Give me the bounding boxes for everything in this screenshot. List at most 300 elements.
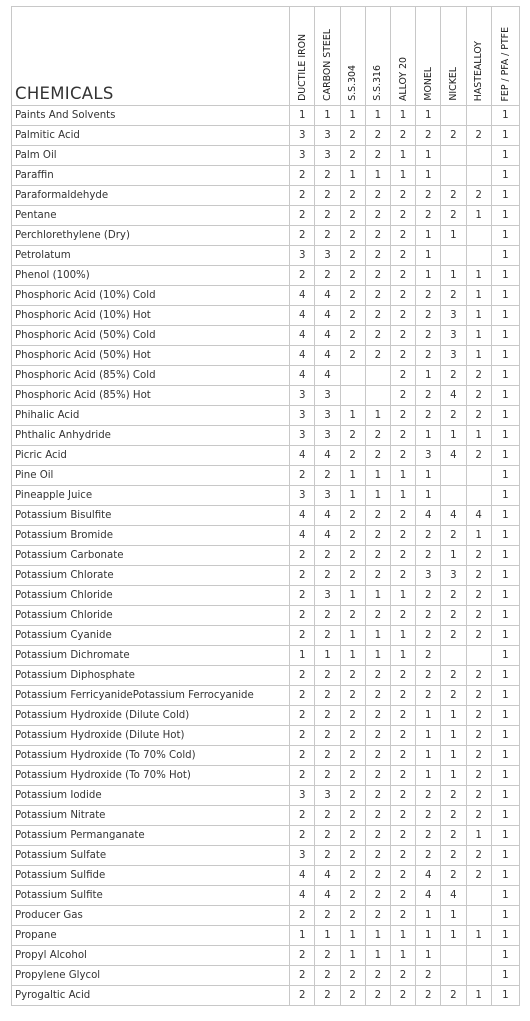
rating-cell: 1 (390, 166, 415, 186)
rating-cell: 1 (315, 926, 340, 946)
chemical-name: Potassium Hydroxide (Dilute Cold) (12, 706, 290, 726)
rating-cell: 2 (390, 246, 415, 266)
rating-cell: 1 (365, 586, 390, 606)
rating-cell: 2 (365, 326, 390, 346)
table-row (12, 566, 520, 586)
chemical-name: Potassium Iodide (12, 786, 290, 806)
rating-cell: 1 (491, 726, 519, 746)
table-row (12, 486, 520, 506)
rating-cell: 2 (290, 726, 315, 746)
rating-cell: 2 (365, 206, 390, 226)
chemical-name: Phosphoric Acid (10%) Cold (12, 286, 290, 306)
rating-cell: 2 (365, 706, 390, 726)
rating-cell: 1 (441, 266, 466, 286)
rating-cell: 1 (491, 986, 519, 1006)
column-header-label: S.S.316 (372, 65, 384, 101)
rating-cell: 2 (340, 686, 365, 706)
rating-cell: 2 (390, 806, 415, 826)
rating-cell: 2 (466, 866, 491, 886)
rating-cell: 2 (290, 586, 315, 606)
rating-cell: 1 (491, 346, 519, 366)
rating-cell: 2 (315, 906, 340, 926)
rating-cell: 1 (491, 546, 519, 566)
table-row (12, 126, 520, 146)
rating-cell: 1 (491, 486, 519, 506)
table-row (12, 546, 520, 566)
rating-cell: 1 (416, 246, 441, 266)
rating-cell: 2 (340, 446, 365, 466)
rating-cell: 1 (290, 926, 315, 946)
rating-cell: 2 (340, 666, 365, 686)
rating-cell: 4 (290, 326, 315, 346)
column-header (340, 7, 365, 106)
rating-cell (466, 906, 491, 926)
rating-cell: 2 (365, 546, 390, 566)
rating-cell: 1 (491, 766, 519, 786)
rating-cell: 2 (416, 986, 441, 1006)
rating-cell: 1 (441, 926, 466, 946)
rating-cell: 4 (441, 386, 466, 406)
rating-cell: 4 (290, 446, 315, 466)
rating-cell: 2 (416, 346, 441, 366)
rating-cell: 1 (491, 266, 519, 286)
rating-cell: 1 (416, 146, 441, 166)
column-header-label: FEP / PFA / PTFE (499, 26, 511, 101)
rating-cell: 2 (416, 586, 441, 606)
rating-cell (340, 366, 365, 386)
rating-cell: 2 (416, 806, 441, 826)
rating-cell: 2 (416, 966, 441, 986)
rating-cell: 1 (491, 126, 519, 146)
rating-cell (441, 946, 466, 966)
table-row (12, 986, 520, 1006)
rating-cell: 1 (491, 386, 519, 406)
column-header (441, 7, 466, 106)
rating-cell: 2 (315, 826, 340, 846)
rating-cell: 4 (290, 366, 315, 386)
rating-cell: 2 (290, 626, 315, 646)
rating-cell: 2 (290, 166, 315, 186)
rating-cell: 2 (390, 426, 415, 446)
rating-cell: 1 (491, 286, 519, 306)
chemical-name: Potassium Bisulfite (12, 506, 290, 526)
table-row (12, 326, 520, 346)
rating-cell: 2 (466, 806, 491, 826)
rating-cell: 2 (390, 186, 415, 206)
table-row (12, 786, 520, 806)
rating-cell: 2 (466, 846, 491, 866)
table-row (12, 666, 520, 686)
rating-cell: 2 (466, 366, 491, 386)
rating-cell: 2 (365, 226, 390, 246)
rating-cell: 1 (390, 926, 415, 946)
rating-cell: 1 (416, 706, 441, 726)
rating-cell: 2 (340, 306, 365, 326)
rating-cell: 1 (416, 266, 441, 286)
rating-cell: 1 (416, 946, 441, 966)
column-header-label: CARBON STEEL (321, 29, 333, 101)
rating-cell: 2 (340, 266, 365, 286)
rating-cell: 2 (340, 846, 365, 866)
rating-cell: 2 (340, 826, 365, 846)
chemical-name: Potassium Chloride (12, 586, 290, 606)
chemical-name: Pentane (12, 206, 290, 226)
table-row (12, 306, 520, 326)
table-row (12, 446, 520, 466)
rating-cell: 2 (340, 506, 365, 526)
chemical-name: Producer Gas (12, 906, 290, 926)
table-row (12, 766, 520, 786)
rating-cell: 3 (315, 146, 340, 166)
rating-cell: 2 (290, 906, 315, 926)
rating-cell (466, 106, 491, 126)
rating-cell: 2 (365, 246, 390, 266)
chemical-name: Palmitic Acid (12, 126, 290, 146)
rating-cell: 2 (365, 566, 390, 586)
chemical-name: Potassium Hydroxide (To 70% Hot) (12, 766, 290, 786)
chemical-name: Potassium Sulfide (12, 866, 290, 886)
rating-cell: 1 (290, 646, 315, 666)
rating-cell: 4 (290, 886, 315, 906)
rating-cell: 3 (290, 426, 315, 446)
rating-cell: 2 (340, 206, 365, 226)
rating-cell (441, 146, 466, 166)
rating-cell: 2 (416, 126, 441, 146)
rating-cell (466, 966, 491, 986)
rating-cell: 2 (416, 286, 441, 306)
rating-cell: 2 (315, 706, 340, 726)
rating-cell: 2 (466, 766, 491, 786)
table-row (12, 846, 520, 866)
rating-cell: 1 (491, 566, 519, 586)
chemical-name: Phosphoric Acid (10%) Hot (12, 306, 290, 326)
rating-cell: 3 (416, 566, 441, 586)
table-row (12, 746, 520, 766)
rating-cell: 2 (390, 506, 415, 526)
table-row (12, 886, 520, 906)
rating-cell (466, 246, 491, 266)
rating-cell: 2 (390, 606, 415, 626)
rating-cell: 2 (390, 886, 415, 906)
rating-cell (441, 246, 466, 266)
rating-cell: 2 (365, 766, 390, 786)
rating-cell: 2 (416, 826, 441, 846)
rating-cell: 3 (441, 326, 466, 346)
rating-cell: 4 (315, 346, 340, 366)
rating-cell: 2 (315, 186, 340, 206)
rating-cell: 1 (390, 486, 415, 506)
rating-cell: 4 (315, 506, 340, 526)
rating-cell: 1 (466, 526, 491, 546)
rating-cell: 1 (416, 746, 441, 766)
rating-cell: 4 (290, 306, 315, 326)
rating-cell: 2 (390, 826, 415, 846)
rating-cell: 2 (441, 406, 466, 426)
rating-cell: 2 (390, 206, 415, 226)
rating-cell: 2 (416, 786, 441, 806)
rating-cell: 2 (365, 306, 390, 326)
rating-cell: 2 (466, 666, 491, 686)
column-header (390, 7, 415, 106)
rating-cell: 2 (390, 866, 415, 886)
rating-cell: 2 (416, 526, 441, 546)
rating-cell: 2 (390, 446, 415, 466)
rating-cell: 2 (365, 506, 390, 526)
rating-cell: 2 (416, 546, 441, 566)
table-row (12, 926, 520, 946)
rating-cell: 2 (390, 386, 415, 406)
chemical-name: Potassium Nitrate (12, 806, 290, 826)
rating-cell: 2 (365, 126, 390, 146)
rating-cell: 2 (441, 366, 466, 386)
rating-cell: 2 (340, 866, 365, 886)
rating-cell: 2 (340, 546, 365, 566)
rating-cell: 3 (315, 426, 340, 446)
table-body (12, 106, 520, 1006)
table-row (12, 606, 520, 626)
rating-cell: 2 (315, 946, 340, 966)
rating-cell: 2 (365, 726, 390, 746)
rating-cell: 2 (340, 966, 365, 986)
rating-cell: 1 (365, 486, 390, 506)
rating-cell: 1 (390, 146, 415, 166)
rating-cell: 3 (416, 446, 441, 466)
rating-cell: 2 (340, 906, 365, 926)
rating-cell: 2 (365, 666, 390, 686)
chemical-name: Propane (12, 926, 290, 946)
rating-cell: 2 (390, 766, 415, 786)
rating-cell: 1 (416, 466, 441, 486)
rating-cell: 2 (365, 786, 390, 806)
rating-cell: 1 (416, 766, 441, 786)
rating-cell: 3 (290, 386, 315, 406)
rating-cell (441, 966, 466, 986)
rating-cell: 2 (340, 766, 365, 786)
table-row (12, 226, 520, 246)
column-header-label: ALLOY 20 (397, 56, 409, 101)
rating-cell: 2 (290, 766, 315, 786)
rating-cell: 2 (365, 686, 390, 706)
rating-cell: 1 (491, 206, 519, 226)
rating-cell: 1 (365, 406, 390, 426)
rating-cell: 1 (466, 426, 491, 446)
rating-cell: 1 (491, 806, 519, 826)
header-row (12, 7, 520, 106)
rating-cell: 2 (340, 286, 365, 306)
rating-cell: 1 (365, 626, 390, 646)
rating-cell: 1 (491, 106, 519, 126)
chemical-name: Phenol (100%) (12, 266, 290, 286)
table-row (12, 826, 520, 846)
rating-cell: 2 (390, 226, 415, 246)
rating-cell: 1 (491, 586, 519, 606)
rating-cell: 2 (466, 726, 491, 746)
rating-cell: 1 (466, 826, 491, 846)
rating-cell: 1 (491, 846, 519, 866)
rating-cell: 2 (340, 346, 365, 366)
column-header-label: HASTEALLOY (473, 40, 485, 101)
rating-cell: 2 (315, 726, 340, 746)
rating-cell: 2 (340, 886, 365, 906)
rating-cell: 3 (315, 406, 340, 426)
chemical-name: Phosphoric Acid (85%) Cold (12, 366, 290, 386)
rating-cell: 2 (441, 186, 466, 206)
rating-cell: 1 (491, 706, 519, 726)
rating-cell: 2 (290, 266, 315, 286)
rating-cell (441, 646, 466, 666)
rating-cell: 2 (390, 346, 415, 366)
rating-cell: 2 (340, 786, 365, 806)
rating-cell: 2 (315, 746, 340, 766)
rating-cell: 1 (491, 886, 519, 906)
rating-cell: 4 (315, 366, 340, 386)
rating-cell: 1 (491, 186, 519, 206)
rating-cell: 4 (416, 866, 441, 886)
rating-cell: 2 (441, 126, 466, 146)
rating-cell: 1 (416, 166, 441, 186)
rating-cell: 1 (491, 966, 519, 986)
chemical-name: Pine Oil (12, 466, 290, 486)
rating-cell: 2 (416, 686, 441, 706)
rating-cell: 2 (390, 686, 415, 706)
rating-cell: 2 (416, 606, 441, 626)
rating-cell: 2 (466, 126, 491, 146)
rating-cell: 2 (390, 406, 415, 426)
table-row (12, 386, 520, 406)
rating-cell: 2 (466, 386, 491, 406)
column-header-label: MONEL (422, 67, 434, 101)
rating-cell: 2 (365, 986, 390, 1006)
rating-cell (466, 226, 491, 246)
rating-cell: 1 (340, 626, 365, 646)
rating-cell: 1 (491, 666, 519, 686)
rating-cell: 2 (365, 426, 390, 446)
rating-cell: 2 (365, 906, 390, 926)
rating-cell (466, 946, 491, 966)
rating-cell: 4 (466, 506, 491, 526)
column-header-label: DUCTILE IRON (296, 34, 308, 101)
chemical-name: Potassium Cyanide (12, 626, 290, 646)
rating-cell (365, 366, 390, 386)
rating-cell: 1 (491, 906, 519, 926)
rating-cell: 1 (441, 746, 466, 766)
rating-cell: 4 (290, 866, 315, 886)
rating-cell: 2 (340, 606, 365, 626)
rating-cell: 3 (315, 126, 340, 146)
rating-cell: 1 (491, 686, 519, 706)
table-row (12, 146, 520, 166)
rating-cell (365, 386, 390, 406)
rating-cell: 1 (441, 906, 466, 926)
rating-cell: 1 (441, 226, 466, 246)
rating-cell: 2 (441, 666, 466, 686)
rating-cell: 1 (466, 266, 491, 286)
rating-cell: 1 (441, 706, 466, 726)
rating-cell (466, 166, 491, 186)
rating-cell: 2 (290, 606, 315, 626)
rating-cell: 2 (290, 206, 315, 226)
table-row (12, 646, 520, 666)
rating-cell: 2 (365, 886, 390, 906)
rating-cell: 1 (416, 366, 441, 386)
rating-cell: 2 (466, 606, 491, 626)
rating-cell: 2 (365, 966, 390, 986)
rating-cell: 4 (315, 526, 340, 546)
table-row (12, 866, 520, 886)
rating-cell: 3 (290, 246, 315, 266)
chemical-name: Perchlorethylene (Dry) (12, 226, 290, 246)
rating-cell (441, 486, 466, 506)
rating-cell: 2 (365, 266, 390, 286)
column-header (491, 7, 519, 106)
rating-cell: 1 (340, 926, 365, 946)
rating-cell: 1 (416, 226, 441, 246)
chemical-name: Potassium Diphosphate (12, 666, 290, 686)
rating-cell: 1 (315, 646, 340, 666)
rating-cell: 1 (466, 306, 491, 326)
table-row (12, 966, 520, 986)
rating-cell: 1 (390, 626, 415, 646)
rating-cell: 1 (491, 626, 519, 646)
rating-cell: 2 (390, 906, 415, 926)
column-header (416, 7, 441, 106)
rating-cell: 2 (466, 566, 491, 586)
rating-cell: 1 (365, 106, 390, 126)
rating-cell: 2 (390, 666, 415, 686)
rating-cell: 1 (491, 226, 519, 246)
rating-cell: 2 (390, 526, 415, 546)
column-header (290, 7, 315, 106)
rating-cell: 3 (290, 846, 315, 866)
rating-cell: 1 (365, 466, 390, 486)
rating-cell: 3 (315, 786, 340, 806)
rating-cell: 2 (290, 686, 315, 706)
rating-cell: 1 (365, 926, 390, 946)
rating-cell (466, 646, 491, 666)
rating-cell: 2 (340, 186, 365, 206)
rating-cell: 2 (441, 286, 466, 306)
rating-cell: 2 (466, 686, 491, 706)
rating-cell: 1 (491, 826, 519, 846)
chemical-name: Phihalic Acid (12, 406, 290, 426)
rating-cell: 2 (390, 746, 415, 766)
rating-cell (466, 486, 491, 506)
column-header-label: NICKEL (447, 67, 459, 101)
rating-cell: 2 (365, 746, 390, 766)
rating-cell: 2 (315, 206, 340, 226)
rating-cell: 2 (390, 326, 415, 346)
rating-cell: 1 (466, 926, 491, 946)
rating-cell: 1 (390, 466, 415, 486)
rating-cell: 2 (290, 226, 315, 246)
rating-cell: 3 (441, 346, 466, 366)
rating-cell: 2 (340, 326, 365, 346)
rating-cell: 1 (466, 206, 491, 226)
chemical-name: Phosphoric Acid (50%) Cold (12, 326, 290, 346)
rating-cell: 2 (416, 306, 441, 326)
table-row (12, 286, 520, 306)
rating-cell: 2 (441, 206, 466, 226)
rating-cell: 2 (416, 326, 441, 346)
rating-cell: 2 (390, 726, 415, 746)
table-row (12, 506, 520, 526)
rating-cell: 2 (441, 786, 466, 806)
rating-cell: 2 (290, 706, 315, 726)
rating-cell: 1 (491, 146, 519, 166)
rating-cell: 2 (390, 126, 415, 146)
chemical-name: Pyrogaltic Acid (12, 986, 290, 1006)
rating-cell (441, 466, 466, 486)
